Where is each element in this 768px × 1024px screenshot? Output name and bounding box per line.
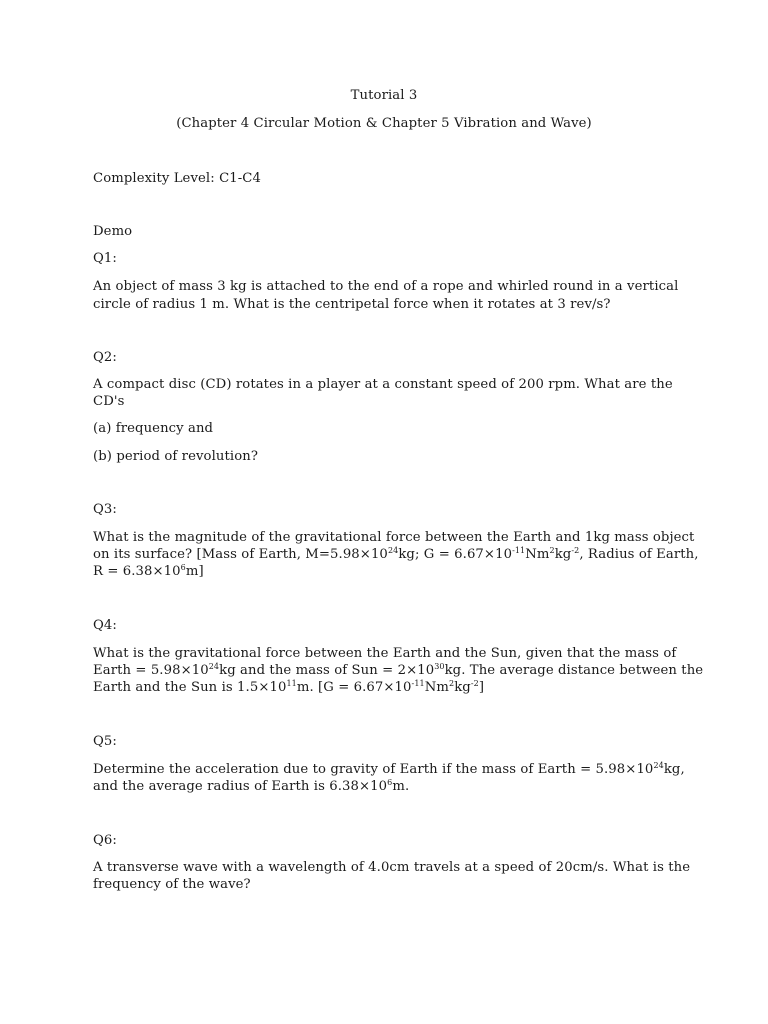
question-label-q5: Q5: bbox=[93, 734, 117, 749]
question-label-q1: Q1: bbox=[93, 251, 117, 266]
question-label-q3: Q3: bbox=[93, 502, 117, 517]
question-label-q2: Q2: bbox=[93, 350, 117, 365]
question-label-q4: Q4: bbox=[93, 618, 117, 633]
question-text-q1-line1: An object of mass 3 kg is attached to the end of a rope and whirled round in a vertical bbox=[93, 279, 679, 294]
question-text-q5-line1: Determine the acceleration due to gravity of Earth if the mass of Earth = $5.98\times 10^{24}kg$, bbox=[93, 761, 685, 777]
complexity-level: Complexity Level: C1-C4 bbox=[93, 171, 261, 186]
question-text-q4-line1: What is the gravitational force between the Earth and the Sun, given that the mass of bbox=[93, 646, 677, 661]
question-label-q6: Q6: bbox=[93, 833, 117, 848]
question-text-q2-line2: CD's bbox=[93, 394, 125, 409]
question-part-q2-a: (a) frequency and bbox=[93, 421, 214, 436]
document-title: Tutorial 3 bbox=[350, 88, 418, 103]
question-text-q5-line2: and the average radius of Earth is $6.38\times 10^6m$. bbox=[93, 778, 410, 794]
section-label-demo: Demo bbox=[93, 224, 133, 239]
document-subtitle: (Chapter 4 Circular Motion & Chapter 5 Vibration and Wave) bbox=[176, 116, 592, 131]
question-text-q1-line2: circle of radius 1 m. What is the centripetal force when it rotates at 3 rev/s? bbox=[93, 297, 611, 312]
question-text-q3-line1: What is the magnitude of the gravitational force between the Earth and 1kg mass object bbox=[93, 530, 695, 545]
question-text-q3-line3: $R = 6.38\times 10^6m$] bbox=[93, 563, 204, 579]
question-text-q4-line3: Earth and the Sun is $1.5\times 10^{11}m$. $[G = 6.67\times 10^{-11}Nm^2kg^{-2}]$ bbox=[93, 679, 485, 695]
question-text-q6-line2: frequency of the wave? bbox=[93, 877, 251, 892]
question-text-q4-line2: Earth = $5.98\times 10^{24}kg$ and the mass of Sun = $2\times 10^{30}kg$. The average distance between the bbox=[93, 662, 704, 678]
question-text-q6-line1: A transverse wave with a wavelength of 4.0cm travels at a speed of 20cm/s. What is the bbox=[93, 860, 691, 875]
question-text-q2-line1: A compact disc (CD) rotates in a player at a constant speed of 200 rpm. What are the bbox=[93, 377, 673, 392]
question-text-q3-line2: on its surface? [Mass of Earth, $M=5.98\times 10^{24}kg$; $G = 6.67\times 10^{-11}Nm^2kg^{-2}$, Radius of Earth, bbox=[93, 546, 699, 562]
question-part-q2-b: (b) period of revolution? bbox=[93, 449, 259, 464]
